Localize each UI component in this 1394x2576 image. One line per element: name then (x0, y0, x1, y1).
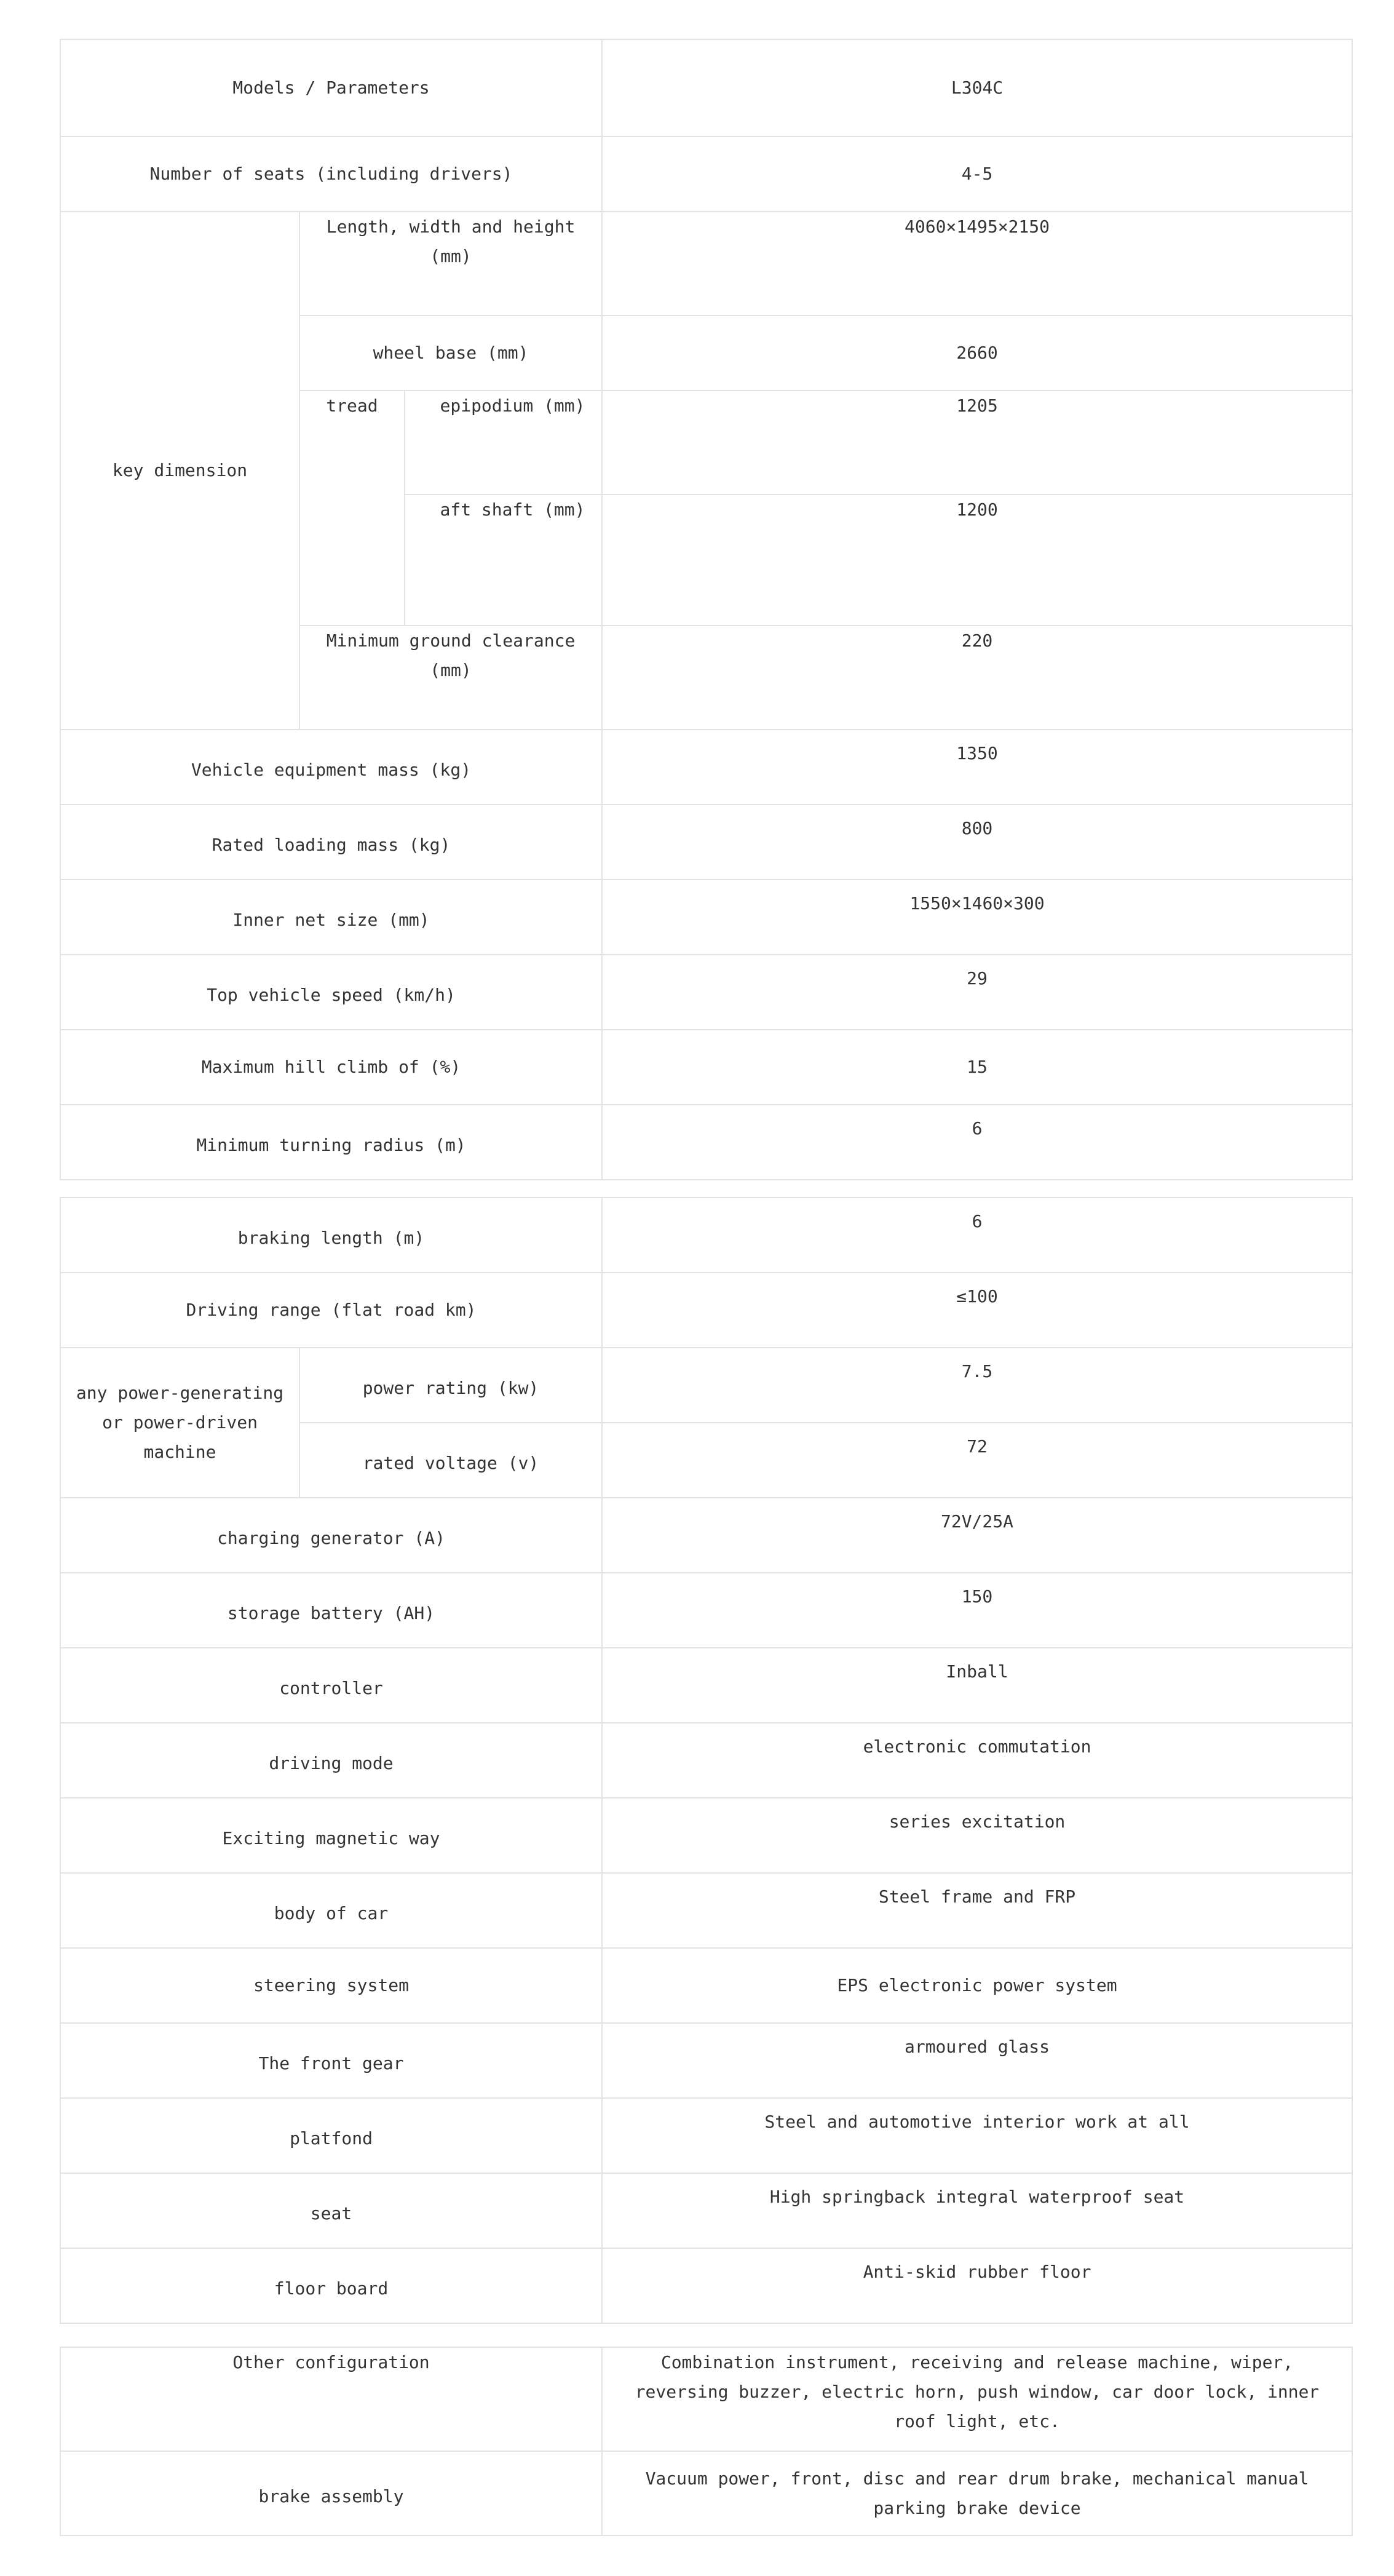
table-row (60, 955, 1352, 1030)
table-row (60, 2173, 1352, 2248)
epipodium-label: epipodium (mm) (405, 391, 602, 495)
table-row (60, 2098, 1352, 2173)
table-row (60, 1723, 1352, 1798)
turning-label: Minimum turning radius (m) (60, 1105, 602, 1180)
table-row (60, 1648, 1352, 1723)
table-row (60, 2023, 1352, 2098)
table-row (60, 1873, 1352, 1948)
turning-value: 6 (602, 1105, 1352, 1180)
table-row (60, 39, 1352, 137)
range-value: ≤100 (602, 1273, 1352, 1348)
table-row (60, 1573, 1352, 1648)
range-label: Driving range (flat road km) (60, 1273, 602, 1348)
seats-value: 4-5 (602, 137, 1352, 212)
magnetic-value: series excitation (602, 1798, 1352, 1873)
power-label: power rating (kw) (299, 1348, 602, 1423)
epipodium-value: 1205 (602, 391, 1352, 495)
driving-mode-label: driving mode (60, 1723, 602, 1798)
table-row (60, 880, 1352, 955)
lwh-label: Length, width and height (mm) (299, 212, 602, 316)
other-value: Combination instrument, receiving and release machine, wiper, reversing buzzer, electric horn, push window, car door lock, inner roof light, etc. (602, 2347, 1352, 2451)
spec-table-electrical (60, 1197, 1353, 2324)
clearance-label: Minimum ground clearance (mm) (299, 626, 602, 729)
seat-label: seat (60, 2173, 602, 2248)
controller-value: Inball (602, 1648, 1352, 1723)
power-value: 7.5 (602, 1348, 1352, 1423)
top-speed-label: Top vehicle speed (km/h) (60, 955, 602, 1030)
wheelbase-label: wheel base (mm) (299, 316, 602, 391)
platfond-label: platfond (60, 2098, 602, 2173)
battery-value: 150 (602, 1573, 1352, 1648)
floor-value: Anti-skid rubber floor (602, 2248, 1352, 2323)
hill-climb-value: 15 (602, 1030, 1352, 1105)
table-row (60, 1498, 1352, 1573)
lwh-value: 4060×1495×2150 (602, 212, 1352, 316)
aft-shaft-value: 1200 (602, 495, 1352, 626)
top-speed-value: 29 (602, 955, 1352, 1030)
charger-value: 72V/25A (602, 1498, 1352, 1573)
steering-value: EPS electronic power system (602, 1948, 1352, 2023)
loading-mass-label: Rated loading mass (kg) (60, 805, 602, 880)
equipment-mass-label: Vehicle equipment mass (kg) (60, 729, 602, 805)
table-row (60, 2347, 1352, 2451)
steering-label: steering system (60, 1948, 602, 2023)
voltage-value: 72 (602, 1423, 1352, 1498)
platfond-value: Steel and automotive interior work at all (602, 2098, 1352, 2173)
body-label: body of car (60, 1873, 602, 1948)
other-label: Other configuration (60, 2347, 602, 2451)
magnetic-label: Exciting magnetic way (60, 1798, 602, 1873)
key-dimension-label: key dimension (60, 212, 299, 729)
table-row (60, 729, 1352, 805)
table-row (60, 1105, 1352, 1180)
table-row (60, 2248, 1352, 2323)
wheelbase-value: 2660 (602, 316, 1352, 391)
voltage-label: rated voltage (v) (299, 1423, 602, 1498)
controller-label: controller (60, 1648, 602, 1723)
brake-label: brake assembly (60, 2451, 602, 2535)
table-row (60, 805, 1352, 880)
table-row (60, 212, 1352, 316)
machine-label: any power-generating or power-driven machine (60, 1348, 299, 1498)
table-row (60, 137, 1352, 212)
loading-mass-value: 800 (602, 805, 1352, 880)
inner-size-label: Inner net size (mm) (60, 880, 602, 955)
spec-table-main (60, 39, 1353, 1180)
braking-label: braking length (m) (60, 1198, 602, 1273)
seats-label: Number of seats (including drivers) (60, 137, 602, 212)
hill-climb-label: Maximum hill climb of (%) (60, 1030, 602, 1105)
models-value: L304C (602, 39, 1352, 137)
charger-label: charging generator (A) (60, 1498, 602, 1573)
driving-mode-value: electronic commutation (602, 1723, 1352, 1798)
clearance-value: 220 (602, 626, 1352, 729)
battery-label: storage battery (AH) (60, 1573, 602, 1648)
table-row (60, 2451, 1352, 2535)
table-row (60, 1030, 1352, 1105)
braking-value: 6 (602, 1198, 1352, 1273)
brake-value: Vacuum power, front, disc and rear drum brake, mechanical manual parking brake device (602, 2451, 1352, 2535)
front-gear-label: The front gear (60, 2023, 602, 2098)
front-gear-value: armoured glass (602, 2023, 1352, 2098)
tread-label: tread (299, 391, 405, 626)
equipment-mass-value: 1350 (602, 729, 1352, 805)
table-row (60, 1798, 1352, 1873)
spec-table-other (60, 2347, 1353, 2536)
table-row (60, 1348, 1352, 1423)
table-row (60, 1273, 1352, 1348)
table-row (60, 1948, 1352, 2023)
body-value: Steel frame and FRP (602, 1873, 1352, 1948)
seat-value: High springback integral waterproof seat (602, 2173, 1352, 2248)
floor-label: floor board (60, 2248, 602, 2323)
table-row (60, 1198, 1352, 1273)
models-label: Models / Parameters (60, 39, 602, 137)
inner-size-value: 1550×1460×300 (602, 880, 1352, 955)
aft-shaft-label: aft shaft (mm) (405, 495, 602, 626)
